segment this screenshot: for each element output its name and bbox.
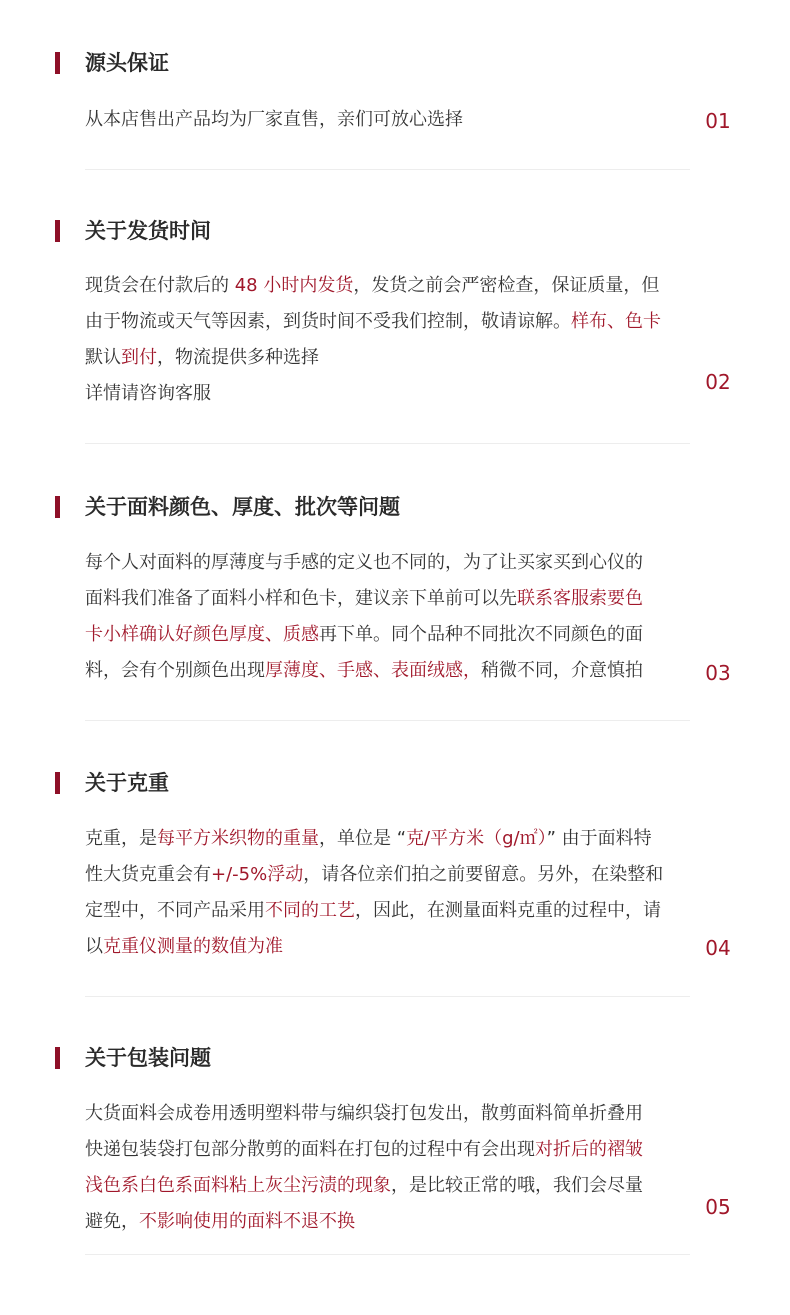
paragraph-line [85, 893, 695, 929]
section-body [85, 821, 695, 965]
body-text: ，是比较正常的哦，我们会尽量 [391, 1175, 643, 1196]
highlight-text: 样布、色卡 [571, 311, 661, 332]
body-text: 面料我们准备了面料小样和色卡，建议亲下单前可以先 [85, 588, 517, 609]
paragraph-line [85, 653, 695, 689]
section-title: 关于发货时间 [85, 219, 211, 243]
section-body [85, 545, 695, 689]
paragraph-line [85, 929, 695, 965]
highlight-text: 48 小时内发货 [234, 275, 354, 296]
body-text: ，物流提供多种选择 [157, 347, 319, 368]
body-text: ，请各位亲们拍之前要留意。另外，在染整和 [303, 864, 664, 885]
body-text: 从本店售出产品均为厂家直售，亲们可放心选择 [85, 109, 463, 130]
paragraph-line [85, 268, 695, 304]
paragraph-line [85, 617, 695, 653]
section-divider [85, 1254, 690, 1255]
body-text: 现货会在付款后的 [85, 275, 235, 296]
section-number: 01 [705, 109, 731, 133]
paragraph-line [85, 304, 695, 340]
paragraph-line [85, 1132, 695, 1168]
highlight-text: 卡小样确认好颜色厚度、质感 [85, 624, 319, 645]
section-number: 04 [705, 936, 731, 960]
body-text: 每个人对面料的厚薄度与手感的定义也不同的，为了让买家买到心仪的 [85, 552, 643, 573]
body-text: 快递包装袋打包部分散剪的面料在打包的过程中有会出现 [85, 1139, 535, 1160]
paragraph-line [85, 1096, 695, 1132]
highlight-text: 到付 [121, 347, 157, 368]
section-marker [55, 220, 60, 242]
highlight-text: +/-5%浮动 [211, 864, 304, 885]
highlight-text: 克重仪测量的数值为准 [103, 936, 283, 957]
section-marker [55, 1047, 60, 1069]
paragraph-line [85, 102, 695, 138]
body-text: ，发货之前会严密检查，保证质量，但 [353, 275, 660, 296]
section-number: 03 [705, 661, 731, 685]
section-title: 关于包装问题 [85, 1046, 211, 1070]
body-text: 避免， [85, 1211, 139, 1232]
paragraph-line [85, 545, 695, 581]
paragraph-line [85, 340, 695, 376]
paragraph-line [85, 1204, 695, 1240]
highlight-text: 对折后的褶皱 [535, 1139, 643, 1160]
section-number: 02 [705, 370, 731, 394]
section-marker [55, 52, 60, 74]
section-title: 关于克重 [85, 771, 169, 795]
section-divider [85, 720, 690, 721]
body-text: 再下单。同个品种不同批次不同颜色的面 [319, 624, 643, 645]
body-text: 大货面料会成卷用透明塑料带与编织袋打包发出，散剪面料简单折叠用 [85, 1103, 643, 1124]
section-body [85, 1096, 695, 1240]
section-divider [85, 169, 690, 170]
section-body [85, 102, 695, 138]
paragraph-line [85, 581, 695, 617]
section-number: 05 [705, 1195, 731, 1219]
paragraph-line [85, 376, 695, 412]
body-text: 稍微不同，介意慎拍 [481, 660, 643, 681]
highlight-text: 厚薄度、手感、表面绒感， [265, 660, 481, 681]
body-text: 料，会有个别颜色出现 [85, 660, 265, 681]
body-text: 克重，是 [85, 828, 157, 849]
paragraph-line [85, 857, 695, 893]
body-text: 由于物流或天气等因素，到货时间不受我们控制，敬请谅解。 [85, 311, 571, 332]
section-divider [85, 996, 690, 997]
body-text: 详情请咨询客服 [85, 383, 211, 404]
body-text: ，单位是 “ [319, 828, 407, 849]
section-marker [55, 772, 60, 794]
body-text: 以 [85, 936, 103, 957]
highlight-text: 联系客服索要色 [517, 588, 643, 609]
paragraph-line [85, 821, 695, 857]
paragraph-line [85, 1168, 695, 1204]
body-text: 性大货克重会有 [85, 864, 211, 885]
body-text: 默认 [85, 347, 121, 368]
section-title: 源头保证 [85, 51, 169, 75]
highlight-text: 每平方米织物的重量 [157, 828, 319, 849]
highlight-text: 不同的工艺 [265, 900, 355, 921]
section-body [85, 268, 695, 412]
body-text: ” 由于面料特 [546, 828, 652, 849]
section-marker [55, 496, 60, 518]
body-text: ，因此，在测量面料克重的过程中，请 [355, 900, 661, 921]
highlight-text: 浅色系白色系面料粘上灰尘污渍的现象 [85, 1175, 391, 1196]
section-divider [85, 443, 690, 444]
highlight-text: 不影响使用的面料不退不换 [139, 1211, 355, 1232]
section-title: 关于面料颜色、厚度、批次等问题 [85, 495, 400, 519]
highlight-text: 克/平方米（g/㎡） [406, 828, 547, 849]
body-text: 定型中，不同产品采用 [85, 900, 265, 921]
